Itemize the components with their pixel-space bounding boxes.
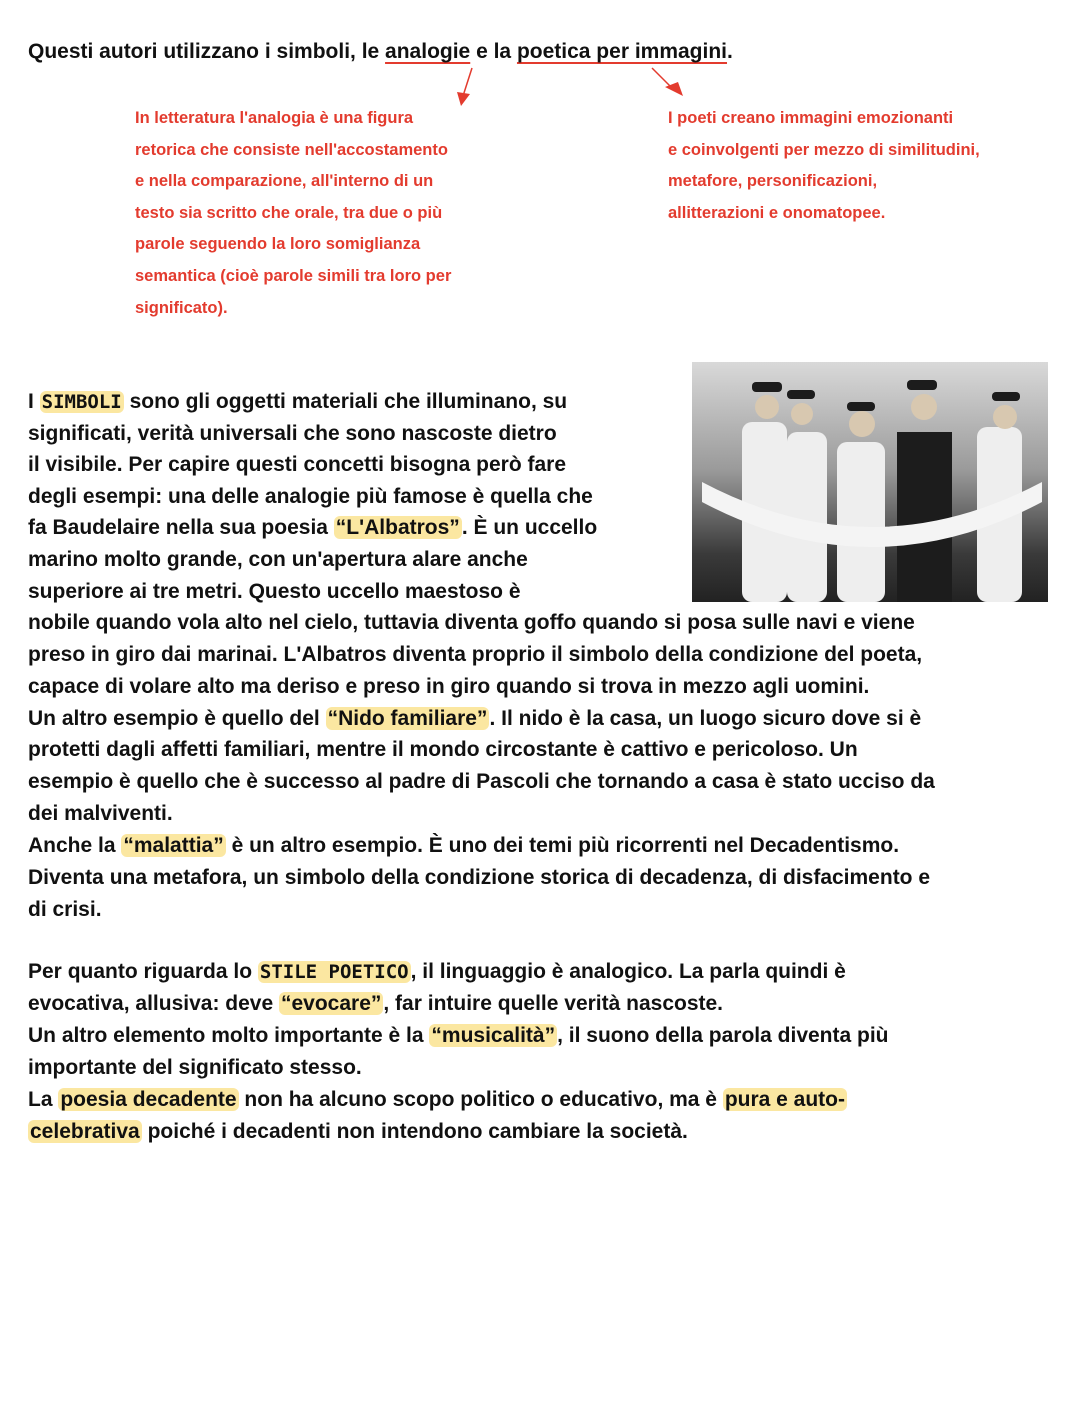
note-line: e coinvolgenti per mezzo di similitudini,	[668, 140, 980, 159]
text-segment: nobile quando vola alto nel cielo, tuttavia diventa goffo quando si posa sulle navi e viene	[28, 611, 915, 634]
highlighted-term: “malattia”	[123, 834, 224, 857]
text-line	[28, 673, 869, 701]
highlighted-term: “evocare”	[280, 992, 382, 1015]
text-segment: marino molto grande, con un'apertura alare anche	[28, 548, 528, 571]
text-line	[28, 641, 922, 669]
text-segment: , il suono della parola diventa più	[557, 1024, 889, 1047]
text-segment: sono gli oggetti materiali che illuminano, su	[123, 390, 568, 413]
note-line: parole seguendo la loro somiglianza	[135, 235, 421, 254]
text-segment: . Il nido è la casa, un luogo sicuro dove si è	[489, 707, 922, 730]
note-line: allitterazioni e onomatopee.	[668, 203, 886, 222]
note-line: retorica che consiste nell'accostamento	[135, 140, 448, 159]
highlighted-term: “Nido familiare”	[327, 707, 488, 730]
text-line	[28, 864, 930, 892]
text-line	[28, 1022, 889, 1050]
highlighted-term: STILE POETICO	[259, 961, 409, 983]
text-line	[28, 388, 567, 416]
note-line: e nella comparazione, all'interno di un	[135, 172, 434, 191]
highlighted-term: SIMBOLI	[41, 391, 122, 413]
text-line	[28, 800, 173, 828]
note-line: I poeti creano immagini emozionanti	[668, 109, 954, 127]
text-segment: Un altro elemento molto importante è la	[28, 1024, 430, 1047]
text-segment: I	[28, 390, 40, 413]
text-line	[28, 483, 593, 511]
text-segment: importante del significato stesso.	[28, 1056, 362, 1079]
text-segment: , far intuire quelle verità nascoste.	[383, 992, 724, 1015]
text-segment: Anche la	[28, 834, 122, 857]
note-line: significato).	[135, 298, 228, 317]
text-line	[28, 1086, 847, 1114]
text-segment: fa Baudelaire nella sua poesia	[28, 516, 334, 539]
text-line	[28, 451, 566, 479]
text-segment: significati, verità universali che sono nascoste dietro	[28, 422, 557, 445]
text-segment: La	[28, 1088, 59, 1111]
text-segment: Diventa una metafora, un simbolo della condizione storica di decadenza, di disfacimento e	[28, 866, 931, 889]
text-line	[28, 990, 723, 1018]
text-line	[28, 578, 521, 606]
text-segment: protetti dagli affetti familiari, mentre il mondo circostante è cattivo e pericoloso. Un	[28, 738, 858, 761]
highlighted-term: celebrativa	[30, 1120, 140, 1143]
text-segment: e la	[470, 40, 517, 63]
text-line	[28, 1118, 688, 1146]
highlighted-term: poesia decadente	[60, 1088, 237, 1111]
text-segment: esempio è quello che è successo al padre di Pascoli che tornando a casa è stato ucciso da	[28, 770, 935, 793]
text-line	[28, 768, 935, 796]
text-segment: evocativa, allusiva: deve	[28, 992, 279, 1015]
arrow-annotations	[0, 0, 1080, 120]
text-segment: . È un uccello	[461, 516, 598, 539]
text-segment: degli esempi: una delle analogie più famose è quella che	[28, 485, 593, 508]
text-line	[28, 514, 597, 542]
note-line: semantica (cioè parole simili tra loro per	[135, 267, 452, 285]
highlighted-term: pura e auto-	[724, 1088, 845, 1111]
arrow-poetica-icon	[652, 68, 672, 88]
text-segment: poiché i decadenti non intendono cambiare la società.	[141, 1120, 688, 1143]
text-line	[28, 736, 858, 764]
text-segment: dei malviventi.	[28, 802, 173, 825]
text-line	[28, 420, 557, 448]
text-segment: il visibile. Per capire questi concetti bisogna però fare	[28, 453, 567, 476]
highlighted-term: “musicalità”	[431, 1024, 556, 1047]
note-line: testo sia scritto che orale, tra due o più	[135, 203, 443, 222]
text-line	[28, 1054, 362, 1082]
text-segment: capace di volare alto ma deriso e preso in giro quando si trova in mezzo agli uomini.	[28, 675, 870, 698]
text-segment: superiore ai tre metri. Questo uccello maestoso è	[28, 580, 521, 603]
underlined-term: analogie	[385, 40, 471, 63]
albatross-photo	[692, 362, 1048, 602]
text-line	[28, 705, 921, 733]
text-segment: non ha alcuno scopo politico o educativo, ma è	[238, 1088, 723, 1111]
text-line	[28, 896, 102, 924]
text-line	[28, 832, 899, 860]
text-segment: Questi autori utilizzano i simboli, le	[28, 40, 386, 63]
highlighted-term: “L'Albatros”	[335, 516, 460, 539]
text-segment: Un altro esempio è quello del	[28, 707, 326, 730]
text-line	[28, 609, 915, 637]
note-line: metafore, personificazioni,	[668, 172, 878, 191]
text-segment: Per quanto riguarda lo	[28, 960, 258, 983]
text-line	[28, 546, 528, 574]
arrow-analogie-icon	[463, 68, 472, 96]
text-segment: preso in giro dai marinai. L'Albatros diventa proprio il simbolo della condizione del poeta,	[28, 643, 923, 666]
text-line	[28, 958, 846, 986]
text-segment: è un altro esempio. È uno dei temi più ricorrenti nel Decadentismo.	[225, 834, 900, 857]
text-segment: di crisi.	[28, 898, 102, 921]
note-line: In letteratura l'analogia è una figura	[135, 109, 414, 127]
text-segment: , il linguaggio è analogico. La parla quindi è	[410, 960, 846, 983]
text-segment: .	[727, 40, 733, 63]
underlined-term: poetica per immagini	[516, 40, 728, 63]
